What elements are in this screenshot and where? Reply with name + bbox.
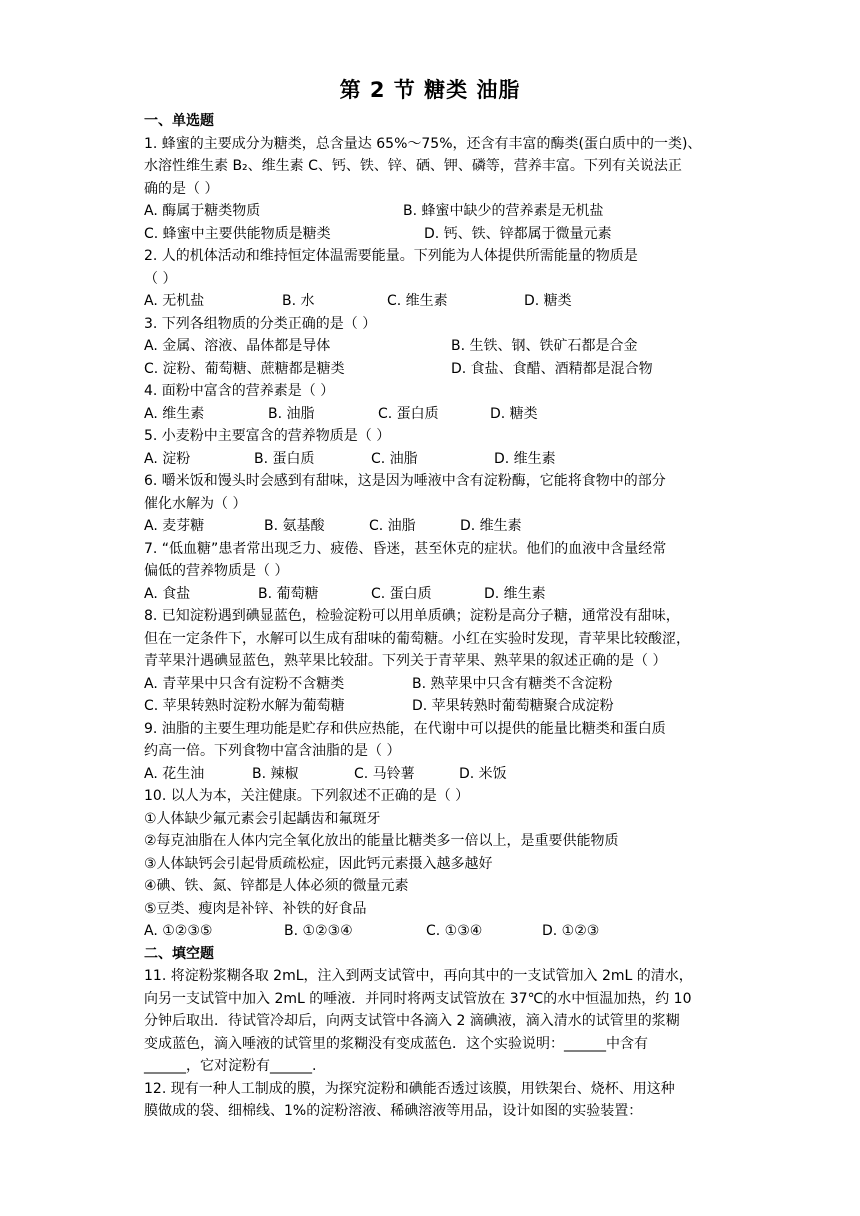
- option-a: A. 花生油: [144, 765, 205, 782]
- option-b: B. 蜂蜜中缺少的营养素是无机盐: [403, 203, 604, 219]
- option-row: [144, 290, 719, 313]
- option-c: C. 油脂: [369, 518, 416, 534]
- question-text-line: 变成蓝色，滴入唾液的试管里的浆糊没有变成蓝色．这个实验说明：______中含有: [144, 1035, 648, 1052]
- question-2: [144, 245, 719, 313]
- question-5: [144, 425, 719, 470]
- page-title: 第 2 节 糖类 油脂: [339, 78, 521, 102]
- question-text-line: 4. 面粉中富含的营养素是（ ）: [144, 383, 335, 399]
- option-d: D. ①②③: [542, 923, 600, 939]
- option-d: D. 维生素: [494, 450, 556, 467]
- option-c: C. 蜂蜜中主要供能物质是糖类: [144, 225, 331, 242]
- option-a: A. 无机盐: [144, 293, 205, 309]
- question-text-line: 但在一定条件下，水解可以生成有甜味的葡萄糖。小红在实验时发现，青苹果比较酸涩，: [144, 630, 690, 647]
- question-text-line: 12. 现有一种人工制成的膜，为探究淀粉和碘能否透过该膜，用铁架台、烧杯、用这种: [144, 1080, 675, 1097]
- question-text-line: 向另一支试管中加入 2mL 的唾液．并同时将两支试管放在 37℃的水中恒温加热，约 10: [144, 990, 692, 1007]
- question-text-line: 分钟后取出．待试管冷却后，向两支试管中各滴入 2 滴碘液，滴入清水的试管里的浆糊: [144, 1013, 680, 1029]
- option-a: A. 麦芽糖: [144, 518, 205, 534]
- question-7: [144, 538, 719, 606]
- option-d: D. 米饭: [459, 765, 507, 782]
- option-row: [144, 920, 719, 943]
- question-6: [144, 470, 719, 538]
- option-row: [144, 583, 719, 606]
- option-c: C. ①③④: [426, 923, 483, 939]
- option-c: C. 苹果转熟时淀粉水解为葡萄糖: [144, 698, 345, 714]
- option-d: D. 维生素: [484, 585, 546, 602]
- option-c: C. 淀粉、葡萄糖、蔗糖都是糖类: [144, 360, 345, 377]
- question-12: [144, 1078, 719, 1123]
- option-b: B. 生铁、钢、铁矿石都是合金: [451, 338, 638, 354]
- question-text-line: 5. 小麦粉中主要富含的营养物质是（ ）: [144, 428, 391, 444]
- section-heading-single-choice: 一、单选题: [144, 113, 214, 129]
- statement-5: ⑤豆类、瘦肉是补锌、补铁的好食品: [144, 900, 367, 917]
- option-a: A. 金属、溶液、晶体都是导体: [144, 338, 331, 354]
- question-text-line: ______，它对淀粉有______.: [144, 1058, 317, 1074]
- option-a: A. 酶属于糖类物质: [144, 203, 261, 219]
- option-a: A. 维生素: [144, 405, 205, 422]
- question-text-line: 9. 油脂的主要生理功能是贮存和供应热能，在代谢中可以提供的能量比糖类和蛋白质: [144, 720, 666, 737]
- option-a: A. 淀粉: [144, 450, 191, 467]
- option-row: [144, 673, 719, 696]
- option-a: A. ①②③⑤: [144, 923, 213, 939]
- option-b: B. 熟苹果中只含有糖类不含淀粉: [412, 675, 613, 692]
- option-a: A. 食盐: [144, 585, 191, 602]
- option-c: C. 蛋白质: [378, 405, 439, 422]
- option-d: D. 维生素: [460, 518, 522, 534]
- question-1: [144, 133, 719, 246]
- option-row: [144, 200, 719, 223]
- question-text-line: 青苹果汁遇碘显蓝色，熟苹果比较甜。下列关于青苹果、熟苹果的叙述正确的是（ ）: [144, 653, 667, 669]
- option-c: C. 蛋白质: [371, 585, 432, 602]
- question-text-line: 水溶性维生素 B₂、维生素 C、钙、铁、锌、硒、钾、磷等，营养丰富。下列有关说法正: [144, 158, 682, 174]
- question-text-line: 2. 人的机体活动和维持恒定体温需要能量。下列能为人体提供所需能量的物质是: [144, 248, 638, 264]
- option-d: D. 糖类: [490, 405, 538, 422]
- question-text-line: （ ）: [144, 270, 177, 287]
- option-b: B. 葡萄糖: [258, 585, 319, 602]
- option-row: [144, 223, 719, 246]
- question-text-line: 膜做成的袋、细棉线、1%的淀粉溶液、稀碘溶液等用品，设计如图的实验装置：: [144, 1103, 643, 1119]
- question-8: [144, 605, 719, 718]
- option-row: [144, 515, 719, 538]
- option-row: [144, 695, 719, 718]
- question-4: [144, 380, 719, 425]
- option-b: B. ①②③④: [284, 923, 353, 939]
- question-text-line: 11. 将淀粉浆糊各取 2mL，注入到两支试管中，再向其中的一支试管加入 2mL 的清水，: [144, 968, 693, 984]
- section-heading-fill-blank: 二、填空题: [144, 945, 214, 962]
- document-body: [144, 110, 719, 1123]
- question-text-line: 确的是（ ）: [144, 180, 219, 197]
- option-b: B. 水: [282, 293, 315, 309]
- option-c: C. 马铃薯: [354, 765, 415, 782]
- option-d: D. 糖类: [524, 293, 572, 309]
- statement-4: ④碘、铁、氮、锌都是人体必须的微量元素: [144, 878, 409, 894]
- option-c: C. 维生素: [387, 293, 448, 309]
- option-a: A. 青苹果中只含有淀粉不含糖类: [144, 675, 345, 692]
- option-d: D. 钙、铁、锌都属于微量元素: [424, 225, 612, 242]
- statement-3: ③人体缺钙会引起骨质疏松症，因此钙元素摄入越多越好: [144, 855, 493, 872]
- option-row: [144, 335, 719, 358]
- question-3: [144, 313, 719, 381]
- option-row: [144, 358, 719, 381]
- option-d: D. 苹果转熟时葡萄糖聚合成淀粉: [412, 698, 614, 714]
- option-b: B. 氨基酸: [264, 518, 325, 534]
- question-text-line: 10. 以人为本，关注健康。下列叙述不正确的是（ ）: [144, 788, 470, 804]
- question-9: [144, 718, 719, 786]
- option-row: [144, 448, 719, 471]
- question-text-line: 8. 已知淀粉遇到碘显蓝色，检验淀粉可以用单质碘；淀粉是高分子糖，通常没有甜味，: [144, 608, 680, 624]
- statement-2: ②每克油脂在人体内完全氧化放出的能量比糖类多一倍以上，是重要供能物质: [144, 833, 619, 849]
- question-text-line: 7. “低血糖”患者常出现乏力、疲倦、昏迷，甚至休克的症状。他们的血液中含量经常: [144, 540, 667, 557]
- question-text-line: 偏低的营养物质是（ ）: [144, 563, 289, 579]
- option-d: D. 食盐、食醋、酒精都是混合物: [451, 360, 653, 377]
- question-11: [144, 965, 719, 1078]
- question-text-line: 3. 下列各组物质的分类正确的是（ ）: [144, 315, 377, 332]
- option-row: [144, 763, 719, 786]
- question-text-line: 约高一倍。下列食物中富含油脂的是（ ）: [144, 743, 401, 759]
- question-10: [144, 785, 719, 943]
- option-b: B. 辣椒: [252, 765, 299, 782]
- option-c: C. 油脂: [371, 450, 418, 467]
- question-text-line: 1. 蜂蜜的主要成分为糖类，总含量达 65%～75%，还含有丰富的酶类(蛋白质中的一类)、: [144, 135, 702, 152]
- option-b: B. 蛋白质: [254, 450, 315, 467]
- option-b: B. 油脂: [268, 405, 315, 422]
- question-text-line: 催化水解为（ ）: [144, 495, 247, 512]
- statement-1: ①人体缺少氟元素会引起龋齿和氟斑牙: [144, 810, 381, 827]
- question-text-line: 6. 嚼米饭和馒头时会感到有甜味，这是因为唾液中含有淀粉酶，它能将食物中的部分: [144, 473, 666, 489]
- option-row: [144, 403, 719, 426]
